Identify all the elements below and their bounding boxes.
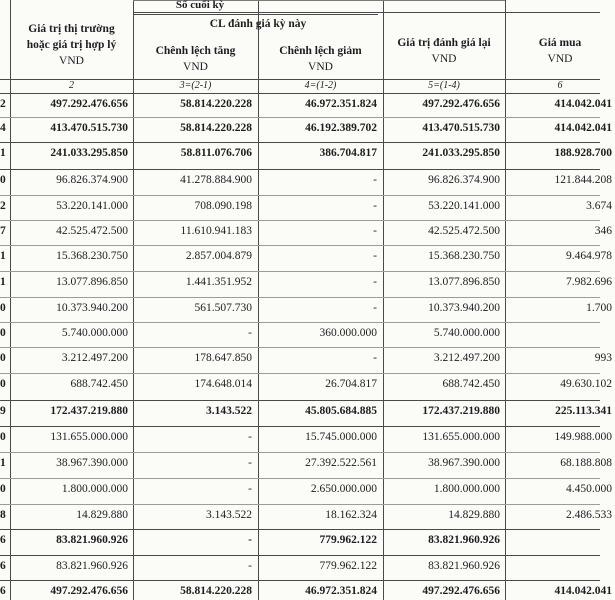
table-cell: 46.972.351.824 [305, 98, 377, 110]
col1-title-line2: hoặc giá trị hợp lý [26, 39, 117, 51]
table-cell: 172.437.219.880 [50, 405, 128, 417]
row-edge-label: 0 [0, 483, 6, 495]
row-divider [0, 373, 600, 374]
table-cell: 58.814.220.228 [180, 98, 252, 110]
row-divider [0, 529, 600, 530]
table-cell: 4.450.000 [566, 483, 612, 495]
table-cell: 15.368.230.750 [428, 250, 500, 262]
table-cell: - [373, 250, 377, 262]
col3-unit: VND [308, 61, 333, 73]
table-cell: 1.441.351.952 [185, 276, 252, 288]
col1-title-line1: Giá trị thị trường [28, 23, 115, 35]
table-cell: 83.821.960.926 [428, 534, 500, 546]
table-cell: 1.800.000.000 [433, 483, 500, 495]
table-cell: 45.805.684.885 [305, 405, 377, 417]
row-edge-label: 6 [0, 560, 6, 572]
table-cell: - [373, 352, 377, 364]
table-cell: 26.704.817 [325, 378, 377, 390]
table-cell: 172.437.219.880 [422, 405, 500, 417]
table-cell: 497.292.476.656 [50, 585, 128, 597]
table-cell: 346 [594, 225, 612, 237]
column-index: 6 [557, 80, 563, 91]
row-edge-label: 8 [0, 509, 6, 521]
table-cell: 14.829.880 [76, 509, 128, 521]
table-cell: 13.077.896.850 [428, 276, 500, 288]
col3-title: Chênh lệch giảm [279, 45, 362, 57]
table-cell: 688.742.450 [442, 378, 500, 390]
row-divider [0, 195, 600, 196]
col4-unit: VND [431, 53, 457, 65]
table-cell: 5.740.000.000 [433, 327, 500, 339]
table-cell: 2.486.533 [566, 509, 612, 521]
row-divider [0, 220, 600, 221]
table-cell: 49.630.102 [560, 378, 612, 390]
table-cell: 2.857.004.879 [185, 250, 252, 262]
row-edge-label: 1 [0, 276, 6, 288]
row-edge-label: 0 [0, 378, 6, 390]
col2-unit: VND [183, 61, 208, 73]
table-cell: 53.220.141.000 [428, 200, 500, 212]
table-cell: 38.967.390.000 [56, 457, 128, 469]
table-cell: 5.740.000.000 [61, 327, 128, 339]
table-cell: 174.648.014 [194, 378, 252, 390]
column-index: 5=(1-4) [428, 80, 460, 91]
header-rule [133, 12, 600, 13]
table-cell: 96.826.374.900 [428, 174, 500, 186]
table-cell: 42.525.472.500 [428, 225, 500, 237]
row-edge-label: 0 [0, 352, 6, 364]
row-divider [0, 142, 600, 143]
row-edge-label: 2 [0, 98, 6, 110]
table-cell: 3.212.497.200 [433, 352, 500, 364]
col2-title: Chênh lệch tăng [155, 45, 236, 57]
column-index: 3=(2-1) [179, 80, 212, 91]
row-edge-label: 1 [0, 147, 6, 159]
table-cell: 993 [594, 352, 612, 364]
table-cell: 14.829.880 [448, 509, 500, 521]
col5-unit: VND [547, 53, 573, 65]
table-cell: 15.368.230.750 [56, 250, 128, 262]
column-index: 2 [69, 80, 74, 91]
table-cell: - [373, 174, 377, 186]
row-edge-label: 1 [0, 457, 6, 469]
row-divider [0, 400, 600, 401]
row-edge-label: 6 [0, 585, 6, 597]
table-cell: 188.928.700 [554, 147, 612, 159]
table-cell: 11.610.941.183 [180, 225, 252, 237]
row-edge-label: 1 [0, 250, 6, 262]
table-cell: 83.821.960.926 [428, 560, 500, 572]
table-cell: - [248, 534, 252, 546]
table-cell: 178.647.850 [194, 352, 252, 364]
table-cell: 688.742.450 [70, 378, 128, 390]
table-cell: 3.212.497.200 [61, 352, 128, 364]
table-cell: 413.470.515.730 [50, 122, 128, 134]
table-cell: 121.844.208 [554, 174, 612, 186]
table-cell: 3.143.522 [206, 405, 252, 417]
row-divider [0, 117, 600, 118]
row-edge-label: 0 [0, 302, 6, 314]
table-cell: 58.814.220.228 [180, 122, 252, 134]
table-cell: 708.090.198 [194, 200, 252, 212]
table-cell: 15.745.000.000 [305, 431, 377, 443]
table-cell: 46.972.351.824 [305, 585, 377, 597]
table-cell: - [248, 560, 252, 572]
table-cell: 497.292.476.656 [50, 98, 128, 110]
table-cell: - [373, 225, 377, 237]
table-cell: - [373, 200, 377, 212]
table-cell: 497.292.476.656 [422, 98, 500, 110]
col5-title: Giá mua [538, 37, 582, 49]
row-divider [0, 504, 600, 505]
row-divider [0, 169, 600, 170]
row-edge-label: 0 [0, 327, 6, 339]
table-cell: 241.033.295.850 [422, 147, 500, 159]
row-divider [0, 452, 600, 453]
table-cell: 83.821.960.926 [56, 534, 128, 546]
table-cell: - [248, 431, 252, 443]
row-edge-label: 0 [0, 431, 6, 443]
row-divider [0, 426, 600, 427]
cl-group-rule [133, 14, 378, 15]
table-cell: 131.655.000.000 [422, 431, 500, 443]
table-cell: 68.188.808 [560, 457, 612, 469]
table-cell: - [373, 276, 377, 288]
table-cell: 779.962.122 [319, 534, 377, 546]
cl-group-title: CL đánh giá kỳ này [209, 18, 307, 30]
table-cell: 96.826.374.900 [56, 174, 128, 186]
table-cell: - [373, 302, 377, 314]
table-cell: 58.811.076.706 [180, 147, 252, 159]
row-edge-label: 4 [0, 122, 6, 134]
table-cell: 13.077.896.850 [56, 276, 128, 288]
column-index: 4=(1-2) [304, 80, 337, 91]
table-cell: 42.525.472.500 [56, 225, 128, 237]
table-cell: 38.967.390.000 [428, 457, 500, 469]
table-cell: 1.800.000.000 [61, 483, 128, 495]
row-divider [0, 347, 600, 348]
table-cell: - [248, 483, 252, 495]
row-edge-label: 0 [0, 174, 6, 186]
table-cell: 10.373.940.200 [56, 302, 128, 314]
header-rule [0, 93, 600, 94]
table-cell: 9.464.978 [566, 250, 612, 262]
table-cell: 10.373.940.200 [428, 302, 500, 314]
table-cell: 225.113.341 [555, 405, 612, 417]
table-cell: 1.700 [586, 302, 612, 314]
row-edge-label: 9 [0, 405, 6, 417]
table-cell: 2.650.000.000 [310, 483, 377, 495]
col4-title: Giá trị đánh giá lại [397, 37, 491, 49]
row-divider [0, 322, 600, 323]
so-cuoi-ky-label: Số cuối kỳ [175, 0, 225, 11]
col1-unit: VND [59, 55, 84, 67]
table-cell: 497.292.476.656 [422, 585, 500, 597]
table-cell: 413.470.515.730 [422, 122, 500, 134]
row-divider [0, 555, 600, 556]
table-cell: 414.042.041 [554, 585, 612, 597]
table-cell: 41.278.884.900 [180, 174, 252, 186]
table-cell: 241.033.295.850 [50, 147, 128, 159]
row-divider [0, 297, 600, 298]
table-cell: 3.143.522 [206, 509, 252, 521]
table-cell: 27.392.522.561 [305, 457, 377, 469]
table-cell: 386.704.817 [319, 147, 377, 159]
table-cell: 53.220.141.000 [56, 200, 128, 212]
table-cell: 83.821.960.926 [56, 560, 128, 572]
row-divider [0, 271, 600, 272]
table-cell: 58.814.220.228 [180, 585, 252, 597]
table-cell: 360.000.000 [319, 327, 377, 339]
table-cell: 561.507.730 [194, 302, 252, 314]
table-cell: 7.982.696 [566, 276, 612, 288]
table-cell: 131.655.000.000 [50, 431, 128, 443]
row-edge-label: 2 [0, 200, 6, 212]
table-cell: - [248, 457, 252, 469]
table-cell: 779.962.122 [319, 560, 377, 572]
row-divider [0, 478, 600, 479]
table-cell: 149.988.000 [554, 431, 612, 443]
table-cell: 46.192.389.702 [305, 122, 377, 134]
table-cell: 414.042.041 [554, 122, 612, 134]
table-cell: 414.042.041 [554, 98, 612, 110]
table-cell: 18.162.324 [325, 509, 377, 521]
row-edge-label: 7 [0, 225, 6, 237]
row-divider [0, 245, 600, 246]
row-divider [0, 580, 600, 581]
row-edge-label: 6 [0, 534, 6, 546]
table-cell: 3.674 [586, 200, 612, 212]
table-cell: - [248, 327, 252, 339]
